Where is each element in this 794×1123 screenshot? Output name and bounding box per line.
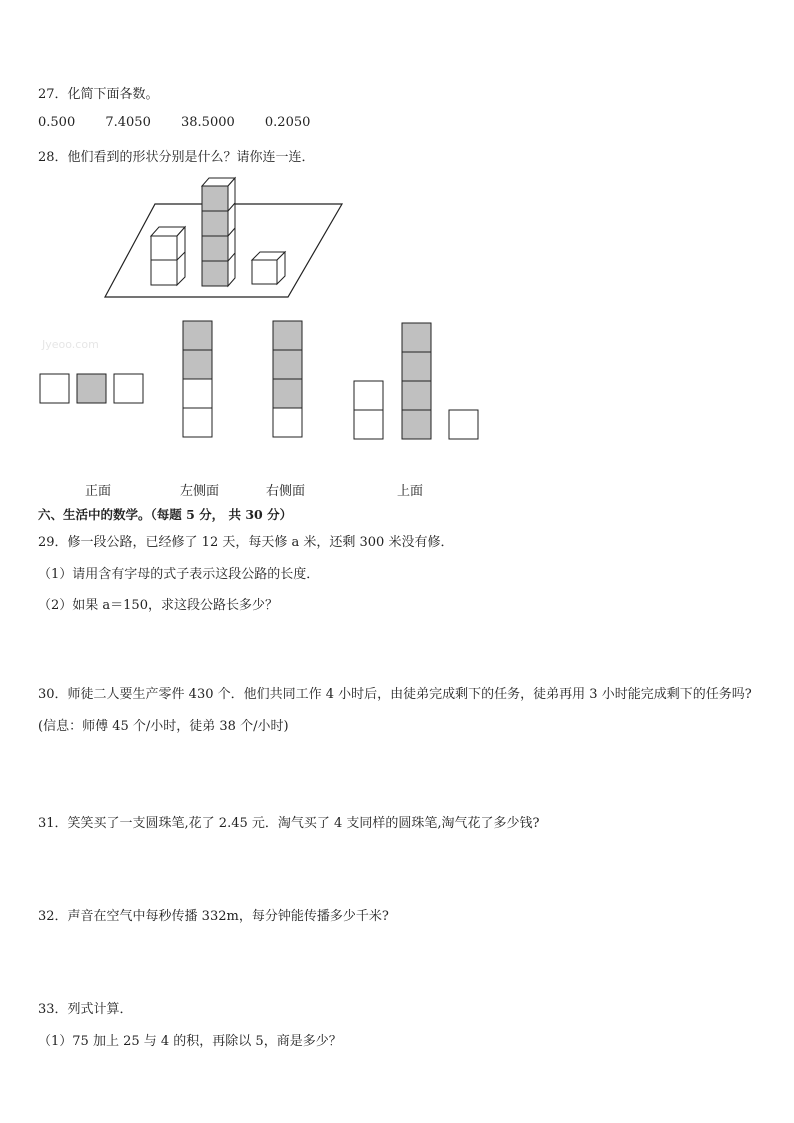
- question-28-title: 28．他们看到的形状分别是什么？请你连一连．: [38, 150, 315, 165]
- question-29-sub-2: （2）如果 a＝150，求这段公路长多少？: [38, 598, 278, 613]
- number-item: 0.500: [38, 115, 76, 130]
- number-item: 7.4050: [105, 115, 151, 130]
- question-30-text: 30．师徒二人要生产零件 430 个．他们共同工作 4 小时后，由徒弟完成剩下的任务，徒弟再用 3 小时能完成剩下的任务吗?(信息：师傅 45 个/小时，徒弟 38 个/小时): [38, 687, 752, 734]
- cube-views-figure: [0, 0, 794, 500]
- question-29-text: 29．修一段公路，已经修了 12 天，每天修 a 米，还剩 300 米没有修．: [38, 535, 454, 550]
- question-29-sub-1: （1）请用含有字母的式子表示这段公路的长度．: [38, 567, 320, 582]
- question-33-sub-1: （1）75 加上 25 与 4 的积，再除以 5，商是多少？: [38, 1034, 342, 1049]
- view-front: [40, 374, 143, 403]
- cube-stack-left: [151, 227, 185, 285]
- label-top: 上面: [397, 484, 424, 499]
- watermark: Jyeoo.com: [42, 338, 99, 351]
- section-6-heading: 六、生活中的数学。（每题 5 分， 共 30 分）: [38, 507, 293, 522]
- question-27-title: 27．化简下面各数。: [38, 87, 159, 102]
- view-top: [354, 323, 478, 439]
- label-right-side: 右侧面: [266, 484, 306, 499]
- label-left-side: 左侧面: [180, 484, 220, 499]
- question-33-text: 33．列式计算．: [38, 1002, 133, 1017]
- label-front: 正面: [85, 484, 112, 499]
- view-right-side: [273, 321, 302, 437]
- cube-stack-middle: [202, 178, 235, 286]
- view-left-side: [183, 321, 212, 437]
- question-32-text: 32．声音在空气中每秒传播 332m，每分钟能传播多少千米?: [38, 909, 389, 924]
- number-item: 0.2050: [264, 115, 311, 130]
- question-31-text: 31．笑笑买了一支圆珠笔,花了 2.45 元．淘气买了 4 支同样的圆珠笔,淘气花了多少钱?: [38, 816, 540, 831]
- cube-stack-right: [252, 252, 285, 284]
- number-item: 38.5000: [181, 115, 235, 130]
